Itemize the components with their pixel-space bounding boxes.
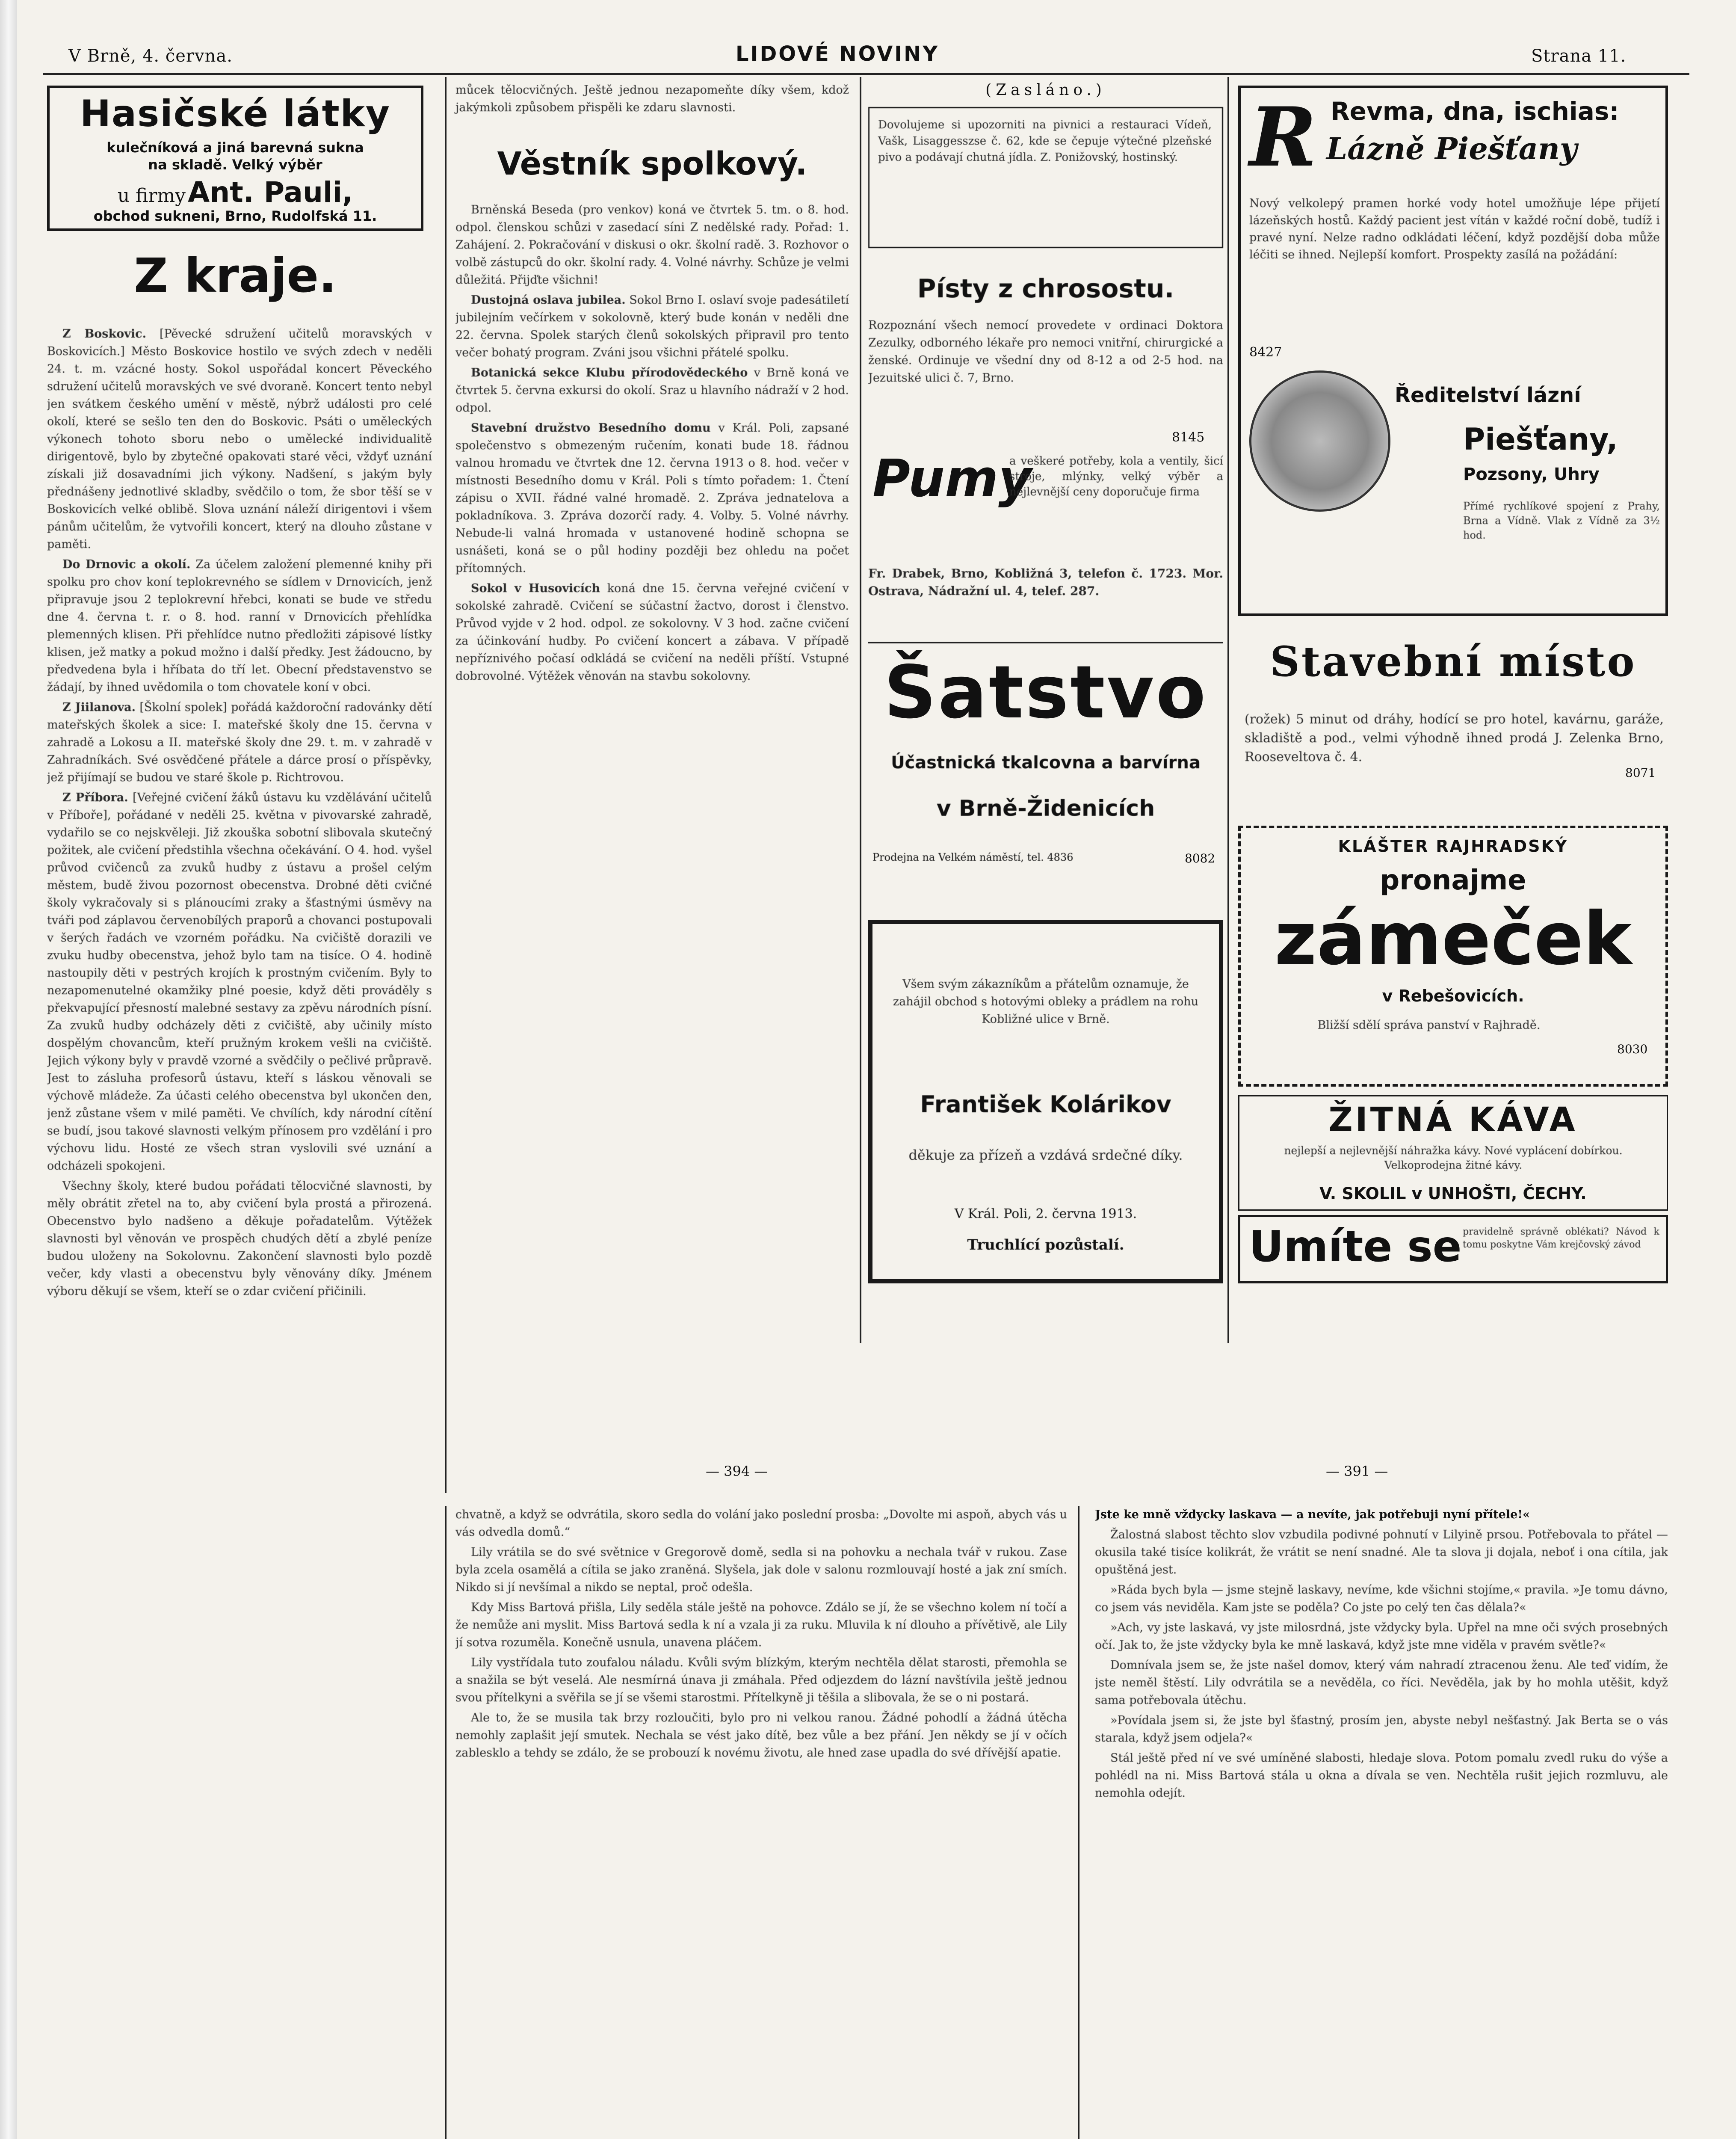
vestnik-body (455, 201, 849, 1330)
frantisek-name: František Kolárikov (920, 1091, 1171, 1118)
klaster-info: Bližší sdělí správa panství v Rajhradě. (1317, 1019, 1541, 1032)
reditelstvi-lazni: Ředitelství lázní (1395, 383, 1581, 407)
story-right-p5: Domnívala jsem se, že jste našel domov, který vám nahradí ztracenou ženu. Ale teď vidím, že jste neměl štěstí. Lily odvrátila se a nevěděla, co říci. Nevěděla, jak by ho mohla utěšit, když sama potřebovala útěchu. (1095, 1659, 1668, 1707)
kraje-p1-head: Z Boskovic. (62, 327, 147, 341)
ad-umete-se (1238, 1215, 1668, 1283)
vestnik-p3-head: Botanická sekce Klubu přírodovědeckého (471, 366, 748, 379)
satstvo-number: 8082 (1185, 851, 1215, 865)
header-page-number: Strana 11. (1531, 46, 1627, 66)
stavebni-misto-title: Stavební místo (1270, 637, 1636, 686)
vestnik-p5: koná dne 15. června veřejné cvičení v sokolské zahradě. Cvičení se súčastní žactvo, dorost i členstvo. Průvod vyjde v 2 hod. odpol. ze sokolovny. V 3 hod. začne cvičení za účinkování hudby. Po cvičení koncert a zábava. V případě nepříznivého počasí odkládá se cvičení na neděli příští. Vstupné dobrovolné. Výtěžek věnován na stavbu sokolovny. (455, 582, 849, 683)
kraje-p4-head: Z Příbora. (62, 791, 128, 804)
vestnik-p5-head: Sokol v Husovicích (471, 582, 600, 595)
story-left-p1: chvatně, a když se odvrátila, skoro sedla do volání jako poslední prosba: „Dovolte mi aspoň, abych vás u vás odvedla domů.“ (455, 1508, 1067, 1539)
ad-zitna-kava (1238, 1095, 1668, 1211)
story-left-p2: Lily vrátila se do své světnice v Gregorově domě, sedla si na pohovku a nechala tvář v rukou. Zase byla zcela osamělá a cítila se jako zraněná. Slyšela, jak dole v salonu rozmlouvají hosté a jak zní smích. Nikdo si jí nevšímal a nikdo se neptal, proč odešla. (455, 1546, 1067, 1594)
page-fold-shadow (0, 0, 17, 2139)
story-right-p6: »Povídala jsem si, že jste byl šťastný, prosím jen, abyste nebyl nešťastný. Jak Berta se o vás starala, když jsem odjela?« (1095, 1714, 1668, 1745)
umete-small: pravidelně správně oblékati? Návod k tomu poskytne Vám krejčovský závod (1463, 1227, 1659, 1250)
klaster-pronajme: pronajme (1380, 865, 1526, 896)
ad-hasicske-line2: na skladě. Velký výběr (148, 157, 322, 173)
story-right-p7: Stál ještě před ní ve své umíněné slabosti, hledaje slova. Potom pomalu zvedl ruku do výše a pohlédl na ni. Miss Bartová stála u okna a dívala se ven. Nechtěla rušit jejich rozmluvu, ale nemohla odejít. (1095, 1751, 1668, 1800)
chrostou-text: Rozpoznání všech nemocí provedete v ordinaci Doktora Zezulky, odborného lékaře pro nemoci vnitřní, chirurgické a ženské. Ordinuje ve všední dny od 8-12 a od 2-5 hod. na Jezuitské ulici č. 7, Brno. (868, 319, 1223, 385)
header-date: V Brně, 4. června. (68, 46, 233, 66)
piestany-seal-icon (1249, 370, 1390, 512)
kraje-p2: Za účelem založení plemenné knihy při spolku pro chov koní teplokrevného se sídlem v Drnovicích, jenž připravuje jsou 2 teplokrevní hřebci, konati se bude ve středu dne 4. června t. r. o 8. hod. ranní v Drnovicích přehlídka plemenných klisen. Při přehlídce nutno předložiti zápisové lístky klisen, jež matky a pokud možno i další předky. Jest žádoucno, by předvedena byla i hříbata do tří let. Obecní představenstvo se žádají, by ihned uvědomila o tom chovatele koní v obci. (47, 558, 432, 694)
story-right-p1: Jste ke mně vždycky laskava — a nevíte, jak potřebuji nyní přítele!« (1095, 1508, 1530, 1521)
umete-title: Umíte se (1249, 1221, 1462, 1271)
stavebni-misto-text: (rožek) 5 minut od dráhy, hodící se pro hotel, kavárnu, garáže, skladiště a pod., velmi výhodně ihned prodá J. Zelenka Brno, Rooseveltova č. 4. (1245, 712, 1664, 764)
story-left-p4: Lily vystřídala tuto zoufalou náladu. Kvůli svým blízkým, kterým nechtěla dělat starosti, přemohla se a snažila se být veselá. Ale nesmírná únava ji zmáhala. Před odjezdem do lázní navštívila ještě jednou svou přítelkyni a svěřila se jí se všemi starostmi. Přítelkyně ji těšila a slibovala, že se o ni postará. (455, 1656, 1067, 1704)
piestany-text: Nový velkolepý pramen horké vody hotel umožňuje lépe přijetí lázeňských hostů. Každý pacient jest vítán v každé roční době, tudíž i pravé nyní. Nelze radno odkládati léčení, když pozdější doba může léčiti se ihned. Nejlepší komfort. Prospekty zasílá na požádání: (1249, 197, 1660, 261)
frantisek-intro: Všem svým zákazníkům a přátelům oznamuje, že zahájil obchod s hotovými obleky a prádlem na rohu Kobližné ulice v Brně. (893, 978, 1199, 1026)
pumy-address: Fr. Drabek, Brno, Kobližná 3, telefon č. 1723. Mor. Ostrava, Nádražní ul. 4, telef. 287. (868, 566, 1223, 598)
ad-piestany (1238, 86, 1668, 616)
klaster-place: v Rebešovicích. (1382, 987, 1524, 1005)
kraje-p2-head: Do Drnovic a okolí. (62, 558, 191, 571)
col2-intro: můcek tělocvičných. Ještě jednou nezapomeňte díky všem, kdož jakýmkoli způsobem přispěli ke zdaru slavnosti. (455, 83, 849, 114)
ad-hasicske-title: Hasičské látky (80, 92, 390, 135)
frantisek-mourning-notice (868, 920, 1223, 1283)
kraje-p4: [Veřejné cvičení žáků ústavu ku vzdělávání učitelů v Příboře], pořádané v neděli 25. května v pivovarské zahradě, vydařilo se co nejskvěleji. Již zkouška sobotní slibovala skutečný požitek, ale cvičení předstihla všechna očekávání. O 4. hod. vyšel průvod cvičenců za zvuků hudby z ústavu a prošel celým městem, budě živou pozornost obecenstva. Drobné děti cvičné školy vykračovaly si s plánoucími zraky a šťastnými úsměvy na tváři pod záplavou červenobílých praporů a chovanci postupovali v šerých řadách ve vzorném pořádku. Na cvičiště dorazili ve zvuku hudby obecenstva, jehož bylo tam na tisíce. O 4. hodině nastoupily děti v pestrých krojích k prostným cvičením. Byly to nezapomenutelné okamžiky plné poesie, když děti prováděly s překvapující přesností malebné sestavy za zpěvu národních písní. Za zvuků hudby odcházely děti z cvičiště, aby učinily místo dospělým chovancům, kteří pružným krokem vešli na cvičiště. Jejich výkony byly v pravdě vzorné a svědčily o pečlivé průpravě. Jest to zásluha profesorů ústavu, kteří s láskou věnovali se výchově mládeže. Za účasti celého obecenstva byl ukončen den, jenž zůstane všem v milé paměti. Ve chvílích, kdy národní cítění se budí, jsou takové slavnosti velkým přínosem pro vzdělání i pro výchovu lidu. Hosté ze všech stran vyslovili své uznání a odcházeli spokojeni. (47, 791, 432, 1173)
header-rule (43, 73, 1689, 75)
kraje-p5: Všechny školy, které budou pořádati tělocvičné slavnosti, by měly obrátit zřetel na to, aby cvičení byla prostá a přirozená. Obecenstvo bylo nadšeno a děkuje pořadatelům. Výtěžek slavnosti byl věnován ve prospěch chudých dětí a zbylé peníze budou uloženy na Sokolovnu. Zakončení slavnosti bylo pozdě večer, kdy vlasti a obecenstvu byly věnovány díky. Jménem výboru děkují se všem, kteří se o zdar cvičení přičinili. (47, 1179, 432, 1298)
section-kraje-body (47, 325, 432, 2139)
piestany-number: 8427 (1249, 345, 1282, 360)
story-right-p3: »Ráda bych byla — jsme stejně laskavy, nevíme, kde všichni stojíme,« pravila. »Je tomu dávno, co jsem vás neviděla. Kam jste se poděla? Co jste po celý ten čas dělala?« (1095, 1583, 1668, 1614)
pumy-text: a veškeré potřeby, kola a ventily, šicí stroje, mlýnky, velký výběr a nejlevnější ceny doporučuje firma (1009, 455, 1223, 498)
vestnik-p4: v Král. Poli, zapsané společenstvo s obmezeným ručením, konati bude 18. řádnou valnou hromadu ve čtvrtek dne 12. června 1913 o 8. hod. večer v místnosti Besedního domu v Král. Poli s tímto pořadem: 1. Čtení zápisu o XVII. řádné valné hromadě. 2. Zpráva jednatelova a pokladníkova. 3. Zpráva dozorčí rady. 4. Volby. 5. Volné návrhy. Nebude-li valná hromada v ustanovené hodině schopna se usnášeti, koná se o půl hodiny později bez ohledu na počet přítomných. (455, 421, 849, 575)
kraje-p3: [Školní spolek] pořádá každoroční radovánky dětí mateřských školek a sice: I. mateřské školy dne 15. června v zahradě a Lokosu a II. mateřské školy dne 29. t. m. v zahradě v Zahradníkách. Své osvědčené přátele a dárce prosí o příspěvky, jež přijímají se budou ve staré škole p. Richtrovou. (47, 701, 432, 784)
column-rule-4 (1227, 77, 1229, 1343)
ad-hasicske-address: obchod sukneni, Brno, Rudolfská 11. (93, 208, 377, 224)
satstvo-city: v Brně-Židenicích (936, 796, 1155, 821)
satstvo-small: Prodejna na Velkém náměstí, tel. 4836 (872, 851, 1074, 863)
piestany-logo-letter: R (1249, 89, 1317, 185)
vestnik-title: Věstník spolkový. (497, 145, 807, 182)
story-right-column (1095, 1506, 1668, 2139)
klaster-head: KLÁŠTER RAJHRADSKÝ (1338, 837, 1568, 856)
piestany-name: Lázně Piešťany (1326, 131, 1577, 166)
section-kraje-title: Z kraje. (134, 248, 337, 303)
piestany-country: Pozsony, Uhry (1463, 465, 1600, 484)
vestnik-p1: Brněnská Beseda (pro venkov) koná ve čtvrtek 5. tm. o 8. hod. odpol. členskou schůzi v zasedací síni Z nedělské rady. Pořad: 1. Zahájení. 2. Pokračování v diskusi o okr. školní radě. 3. Rozhovor o volbě zástupců do okr. školní rady. 4. Volné návrhy. Schůze je velmi důležitá. Přijďte všichni! (455, 203, 849, 287)
story-page-number-right: — 391 — (1326, 1463, 1388, 1479)
kraje-p3-head: Z Jiilanova. (62, 701, 136, 714)
klaster-zamecek: zámeček (1274, 897, 1632, 981)
story-right-p2: Žalostná slabost těchto slov vzbudila podivné pohnutí v Lilyině prsou. Potřebovala to přátel — okusila také tisíce kolikrát, že vrátit se není snadné. Ale ta slova ji dojala, neboť i ona cítila, jak opuštěná jest. (1095, 1528, 1668, 1576)
ad-hasicske-line1: kulečníková a jiná barevná sukna (106, 139, 364, 156)
frantisek-thanks: děkuje za přízeň a vzdává srdečné díky. (908, 1147, 1183, 1163)
story-page-number-left: — 394 — (706, 1463, 768, 1479)
story-left-p3: Kdy Miss Bartová přišla, Lily seděla stále ještě na pohovce. Zdálo se jí, že se všechno kolem ní točí a že nemůže ani myslit. Miss Bartová sedla k ní a vzala ji za ruku. Mluvila k ní dlouho a přívětivě, ale Lily jí sotva rozuměla. Konečně usnula, unavena pláčem. (455, 1601, 1067, 1649)
story-left-column (455, 1506, 1067, 2139)
piestany-train: Přímé rychlíkové spojení z Prahy, Brna a Vídně. Vlak z Vídně za 3½ hod. (1463, 500, 1660, 541)
vestnik-p4-head: Stavební družstvo Besedního domu (471, 421, 711, 435)
story-left-p5: Ale to, že se musila tak brzy rozloučiti, bylo pro ni velkou ranou. Žádné pohodlí a žádná útěcha nemohly zaplašit její smutek. Nechala se vést jako dítě, bez vůle a bez přání. Jen někdy se jí v očích zablesklo a tehdy se zdálo, že se probouzí k novému životu, ale hned zase upadla do své dřívější apatie. (455, 1711, 1067, 1760)
column-rule-2 (445, 1506, 447, 2139)
zaslano-box (868, 107, 1223, 248)
vestnik-p2: Sokol Brno I. oslaví svoje padesátiletí jubilejním večírkem v sokolovně, který bude konán v neděli dne 22. června. Spolek starých členů sokolských připravil pro tento večer bohatý program. Zváni jsou všichni přátelé spolku. (455, 293, 849, 359)
klaster-number: 8030 (1617, 1042, 1648, 1056)
column-rule-1 (445, 77, 447, 1493)
pumy-title: Pumy (872, 449, 1032, 509)
chrostou-title: Písty z chrosostu. (917, 274, 1174, 304)
stavebni-misto-number: 8071 (1625, 766, 1656, 780)
ad-hasicske-firm (50, 176, 421, 209)
ad-hasicske-latky (47, 86, 423, 231)
ad-hasicske-firm-name: Ant. Pauli, (188, 176, 353, 209)
zaslano-text: Dovolujeme si upozorniti na pivnici a restauraci Vídeň, Vašk, Lisaggesszse č. 62, kde se čepuje výtečné plzeňské pivo a podávají chutná jídla. Z. Ponižovský, hostinský. (878, 119, 1212, 164)
vestnik-p2-head: Dustojná oslava jubilea. (471, 293, 626, 307)
column-rule-5 (1078, 1506, 1079, 2139)
story-right-p4: »Ach, vy jste laskavá, vy jste milosrdná, jste vždycky byla. Upřel na mne oči svých prosebných očí. Jak to, že jste vždycky byla ke mně laskavá, když jste mne viděla v pravém světle?« (1095, 1621, 1668, 1652)
piestany-headline: Revma, dna, ischias: (1331, 97, 1619, 126)
chrostou-number: 8145 (1172, 430, 1205, 445)
ad-hasicske-firm-prefix: u firmy (117, 185, 186, 207)
vestnik-p3: v Brně koná ve čtvrtek 5. června exkursi do okolí. Sraz u hlavního nádraží v 2 hod. odpol. (455, 366, 849, 415)
ad-klaster-zamecek (1238, 826, 1668, 1087)
satstvo-title: Šatstvo (884, 650, 1208, 735)
column-rule-3 (860, 77, 861, 1343)
header-newspaper-title: LIDOVÉ NOVINY (736, 42, 940, 66)
piestany-city: Piešťany, (1463, 422, 1618, 457)
satstvo-line: Účastnická tkalcovna a barvírna (891, 753, 1201, 773)
kraje-p1: [Pěvecké sdružení učitelů moravských v Boskovicích.] Město Boskovice hostilo ve svých zdech v neděli 24. t. m. vzácné hosty. Sokol uspořádal koncert Pěveckého sdružení učitelů moravských ve své dvoraně. Koncert tento nebyl jen svátkem českého umění v městě, nýbrž události pro celé okolí, které se sešlo ten den do Boskovic. Psáti o uměleckých výkonech tohoto sboru nebo o umělecké individualitě dirigentově, bylo by zbytečné opakovati staré věci, vždyť uznání získali již dosavadními jich výkony. Nadšení, s jakým byly přednášeny jednotlivé skladby, svědčilo o tom, že sbor těší se v Boskovicích velké oblibě. Slova uznání náleží dirigentovi i všem pánům učitelům, že vytvořili koncert, který na dlouho zůstane v paměti. (47, 327, 432, 551)
zitna-title: ŽITNÁ KÁVA (1328, 1101, 1578, 1139)
col3-divider-1 (868, 642, 1223, 643)
zitna-firm: V. SKOLIL v UNHOŠTI, ČECHY. (1319, 1184, 1587, 1203)
frantisek-signature: Truchlící pozůstalí. (967, 1236, 1124, 1253)
zaslano-heading: (Zasláno.) (985, 81, 1106, 99)
zitna-text: nejlepší a nejlevnější náhražka kávy. Nové vyplácení dobírkou. Velkoprodejna žitné kávy. (1284, 1144, 1623, 1171)
frantisek-place: V Král. Poli, 2. června 1913. (954, 1206, 1137, 1221)
